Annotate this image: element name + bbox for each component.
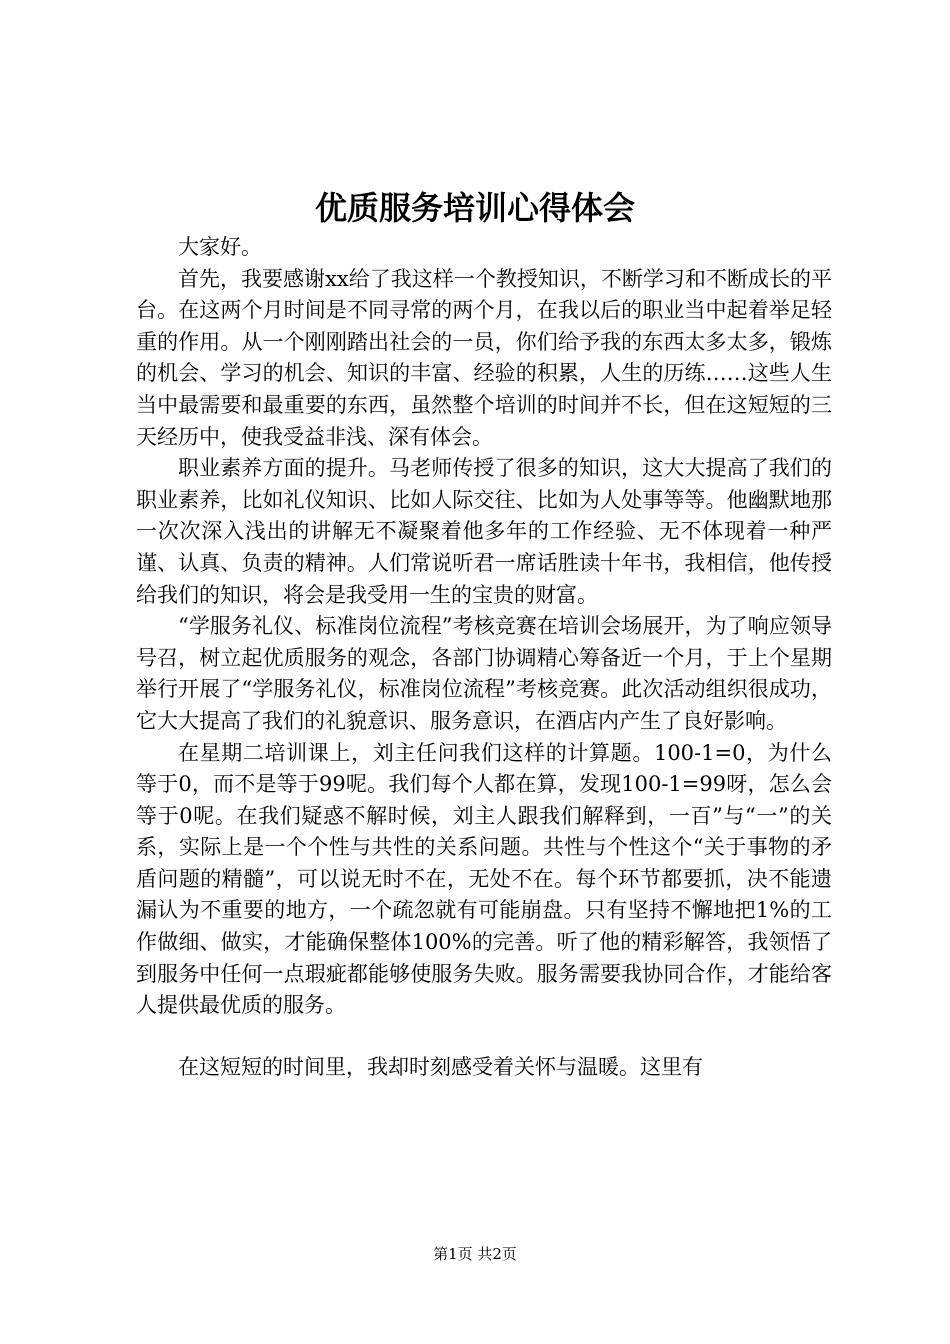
paragraph-thanks: 首先，我要感谢xx给了我这样一个教授知识，不断学习和不断成长的平台。在这两个月时间是不同寻常的两个月，在我以后的职业当中起着举足轻重的作用。从一个刚刚踏出社会的一员，你们给予我的东西太多太多，锻炼的机会、学习的机会、知识的丰富、经验的积累，人生的历练……这些人生当中最需要和最重要的东西，虽然整个培训的时间并不长，但在这短短的三天经历中，使我受益非浅、深有体会。: [136, 266, 832, 449]
paragraph-calculation: 在星期二培训课上，刘主任问我们这样的计算题。100-1=0，为什么等于0，而不是等于99呢。我们每个人都在算，发现100-1=99呀，怎么会等于0呢。在我们疑惑不解时候，刘主人跟我们解释到，一百”与“一”的关系，实际上是一个个性与共性的关系问题。共性与个性这个“关于事物的矛盾问题的精髓”，可以说无时不在，无处不在。每个环节都要抓，决不能遗漏认为不重要的地方，一个疏忽就有可能崩盘。只有坚持不懈地把1%的工作做细、做实，才能确保整体100%的完善。听了他的精彩解答，我领悟了到服务中任何一点瑕疵都能够使服务失败。服务需要我协同合作，才能给客人提供最优质的服务。: [136, 740, 832, 1018]
paragraph-warmth: 在这短短的时间里，我却时刻感受着关怀与温暖。这里有: [178, 1054, 703, 1079]
paragraph-professional-quality: 职业素养方面的提升。马老师传授了很多的知识，这大大提高了我们的职业素养，比如礼仪知识、比如人际交往、比如为人处事等等。他幽默地那一次次深入浅出的讲解无不凝聚着他多年的工作经验、无不体现着一种严谨、认真、负责的精神。人们常说听君一席话胜读十年书，我相信，他传授给我们的知识，将会是我受用一生的宝贵的财富。: [136, 456, 832, 607]
paragraph-competition: “学服务礼仪、标准岗位流程”考核竞赛在培训会场展开，为了响应领导号召，树立起优质服务的观念，各部门协调精心筹备近一个月，于上个星期举行开展了“学服务礼仪，标准岗位流程”考核竞赛。此次活动组织很成功，它大大提高了我们的礼貌意识、服务意识，在酒店内产生了良好影响。: [136, 614, 832, 733]
page-number-footer: 第1页 共2页: [433, 1245, 517, 1263]
document-body: [136, 232, 832, 1083]
document-title: 优质服务培训心得体会: [314, 189, 635, 227]
paragraph-greeting: 大家好。: [178, 235, 262, 259]
